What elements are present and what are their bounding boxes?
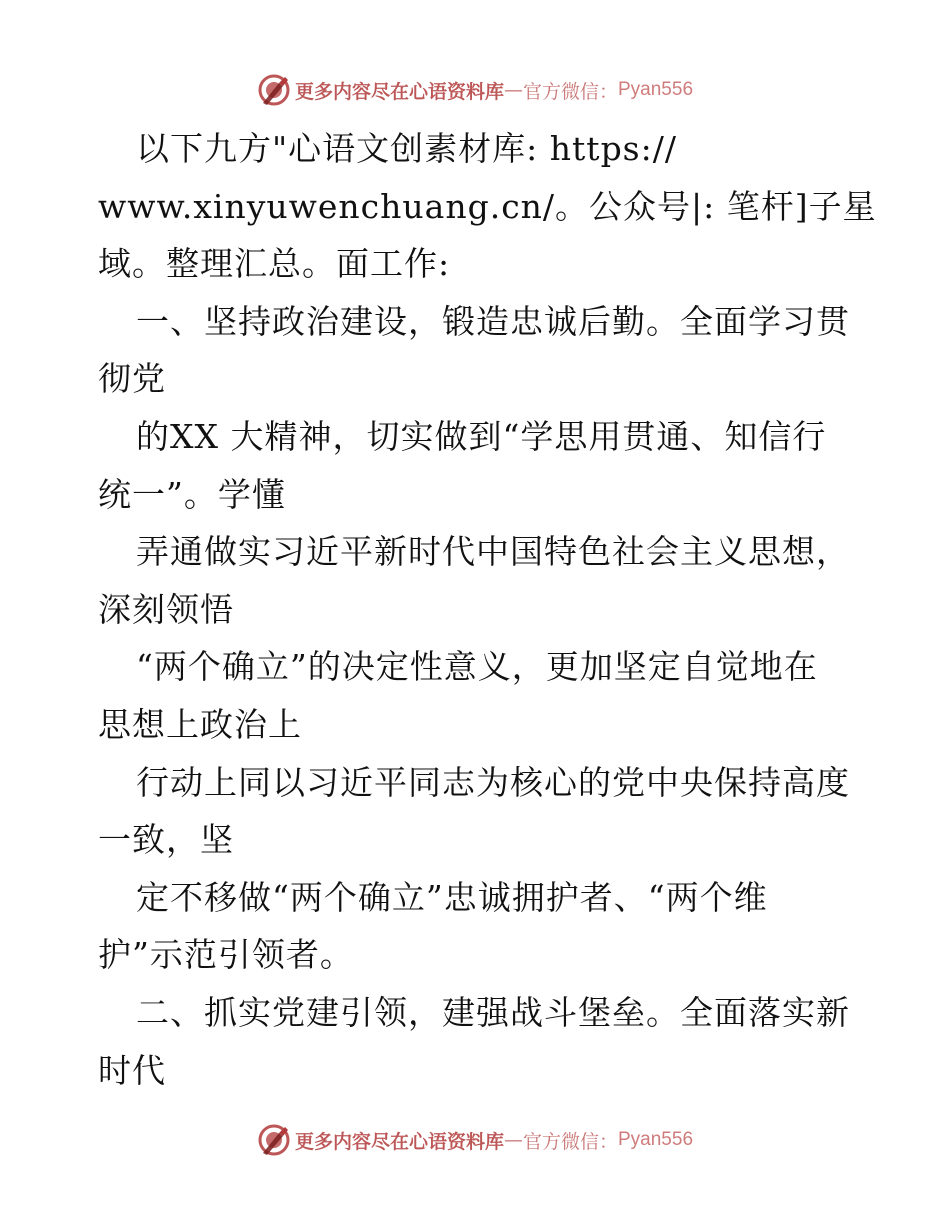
banner-main-text: 更多内容尽在心语资料库 bbox=[294, 80, 504, 103]
text-line: 时代 bbox=[98, 1050, 166, 1090]
text-line: 思想上政治上 bbox=[98, 704, 302, 744]
text-line: 定不移做“两个确立”忠诚拥护者、“两个维 bbox=[136, 877, 768, 917]
banner-wechat-id: Pyan556 bbox=[618, 79, 694, 100]
banner-sub-text: 官方微信： bbox=[522, 1130, 618, 1153]
pen-logo-icon bbox=[257, 1123, 291, 1157]
text-line: 统一”。学懂 bbox=[98, 474, 286, 514]
text-line: 弄通做实习近平新时代中国特色社会主义思想， bbox=[136, 532, 850, 572]
text-line: www.xinyuwenchuang.cn/。公众号|: 笔杆]子星 bbox=[98, 186, 877, 226]
text-line: 彻党 bbox=[98, 359, 166, 399]
text-line: 以下九方"心语文创素材库: https:// bbox=[136, 129, 677, 168]
banner-wechat-id: Pyan556 bbox=[618, 1129, 694, 1150]
footer-watermark-banner bbox=[0, 1120, 950, 1160]
header-watermark-banner bbox=[0, 70, 950, 110]
text-line: 的XX 大精神，切实做到“学思用贯通、知信行 bbox=[136, 416, 827, 456]
banner-main-text: 更多内容尽在心语资料库 bbox=[294, 1130, 504, 1153]
text-line: 域。整理汇总。面工作: bbox=[98, 244, 451, 284]
text-line: 二、抓实党建引领，建强战斗堡垒。全面落实新 bbox=[136, 992, 850, 1032]
document-body bbox=[98, 120, 877, 1099]
banner-dash: — bbox=[503, 1129, 523, 1151]
text-line: 一致，坚 bbox=[98, 820, 234, 860]
text-line: 护”示范引领者。 bbox=[98, 935, 354, 975]
text-line: 深刻领悟 bbox=[98, 589, 234, 629]
banner-dash: — bbox=[503, 79, 523, 101]
pen-logo-icon bbox=[257, 73, 291, 107]
text-line: “两个确立”的决定性意义，更加坚定自觉地在 bbox=[136, 647, 818, 687]
text-line: 行动上同以习近平同志为核心的党中央保持高度 bbox=[136, 762, 850, 802]
text-line: 一、坚持政治建设，锻造忠诚后勤。全面学习贯 bbox=[136, 301, 850, 341]
banner-sub-text: 官方微信： bbox=[522, 80, 618, 103]
